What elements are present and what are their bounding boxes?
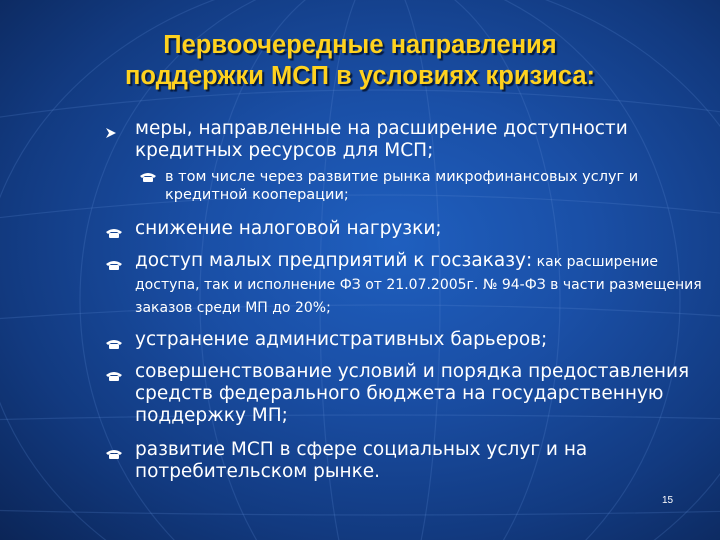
list-item <box>105 218 705 240</box>
phone-bullet-icon <box>105 223 123 245</box>
list-item <box>105 250 705 319</box>
bullet-list <box>105 118 705 483</box>
list-item-text: совершенствование условий и порядка предоставления средств федерального бюджета на государственную поддержку МП; <box>135 361 690 426</box>
list-item-note: как расширение доступа, так и исполнение ФЗ от 21.07.2005г. № 94-ФЗ в части размещения заказов среди МП до 20%; <box>135 254 702 316</box>
list-item-text: устранение административных барьеров; <box>135 329 548 350</box>
phone-bullet-icon <box>139 170 157 188</box>
list-item-text: снижение налоговой нагрузки; <box>135 218 442 239</box>
title-line-2: поддержки МСП в условиях кризиса: <box>124 62 596 90</box>
list-item <box>105 361 705 427</box>
phone-bullet-icon <box>105 255 123 277</box>
list-item <box>105 439 705 483</box>
list-subitem-text: в том числе через развитие рынка микрофинансовых услуг и кредитной кооперации; <box>165 169 639 203</box>
arrow-bullet-icon <box>105 123 117 145</box>
slide-title <box>40 30 680 92</box>
title-line-1: Первоочередные направления <box>163 31 557 59</box>
phone-bullet-icon <box>105 444 123 466</box>
phone-bullet-icon <box>105 334 123 356</box>
list-item <box>105 118 705 162</box>
list-item <box>105 329 705 351</box>
phone-bullet-icon <box>105 366 123 388</box>
list-item-text: развитие МСП в сфере социальных услуг и на потребительском рынке. <box>135 439 588 482</box>
list-item-text: меры, направленные на расширение доступности кредитных ресурсов для МСП; <box>135 118 628 161</box>
page-number: 15 <box>662 495 674 506</box>
list-item-text: доступ малых предприятий к госзаказу: <box>135 250 533 271</box>
list-subitem <box>139 168 705 204</box>
